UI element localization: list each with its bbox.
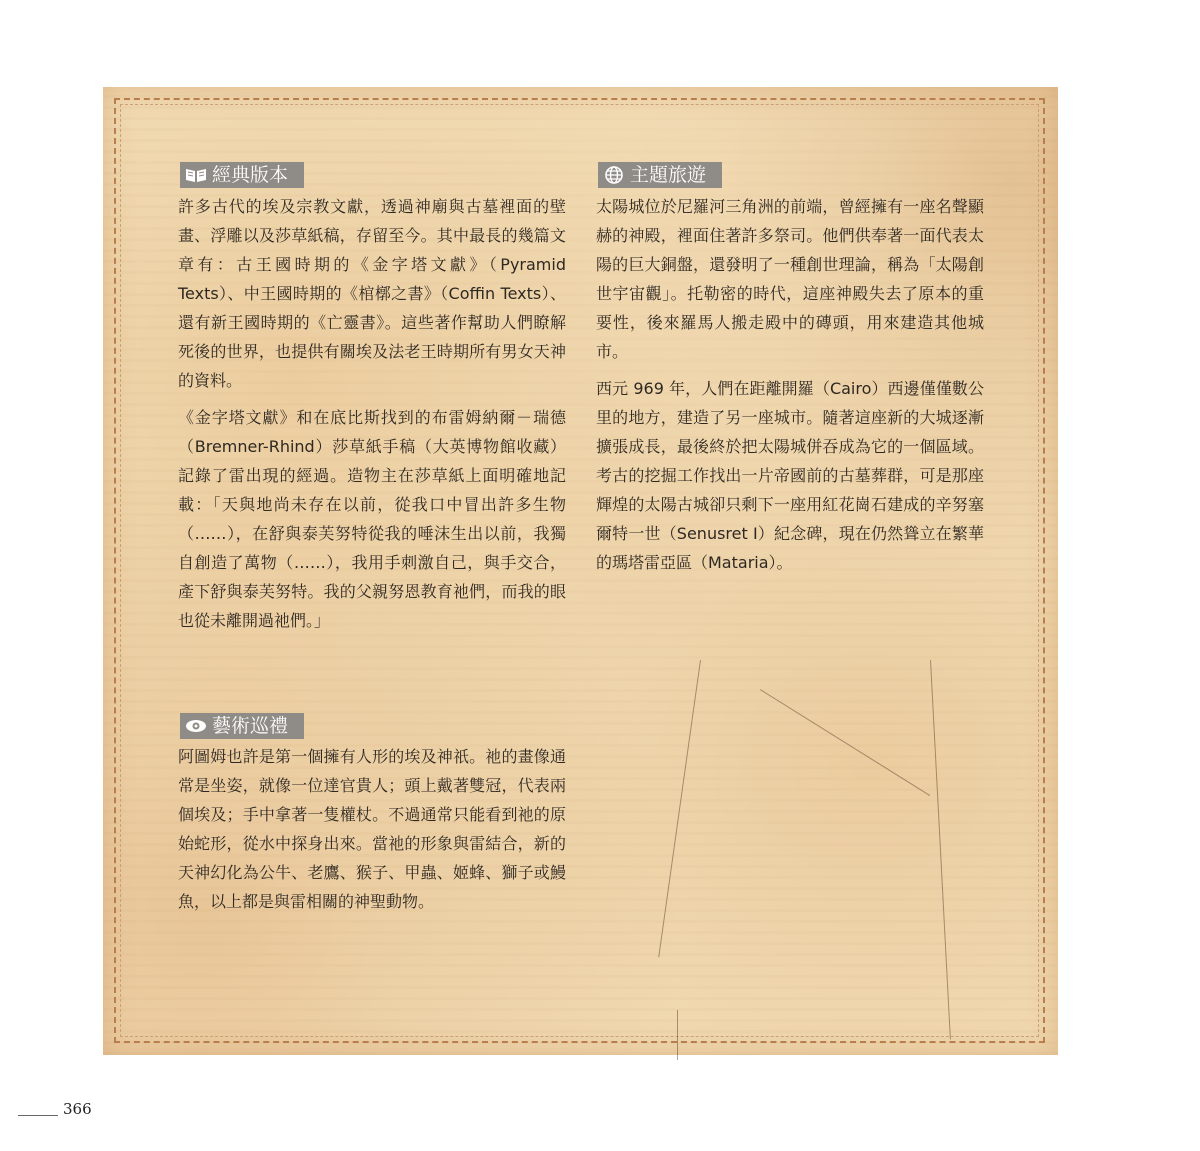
page-number-rule [18,1115,58,1116]
eye-icon [184,717,208,735]
classic-heading-label: 經典版本 [212,164,289,186]
page-number: 366 [63,1100,92,1118]
travel-paragraph-2: 西元 969 年，人們在距離開羅（Cairo）西邊僅僅數公里的地方，建造了另一座城市。隨著這座新的大城逐漸擴張成長，最後終於把太陽城併吞成為它的一個區域。考古的挖掘工作找出一片帝國前的古墓葬群，可是那座輝煌的太陽古城卻只剩下一座用紅花崗石建成的辛努塞爾特一世（Senusret I）紀念碑，現在仍然聳立在繁華的瑪塔雷亞區（Mataria）。 [596,379,984,572]
open-book-icon [184,166,208,184]
travel-section-text [596,192,984,585]
art-paragraph: 阿圖姆也許是第一個擁有人形的埃及神祇。祂的畫像通常是坐姿，就像一位達官貴人；頭上戴著雙冠，代表兩個埃及；手中拿著一隻權杖。不過通常只能看到祂的原始蛇形，從水中探身出來。當祂的形象與雷結合，新的天神幻化為公牛、老鷹、猴子、甲蟲、姬蜂、獅子或鰻魚，以上都是與雷相關的神聖動物。 [178,747,566,911]
travel-paragraph-1: 太陽城位於尼羅河三角洲的前端，曾經擁有一座名聲顯赫的神殿，裡面住著許多祭司。他們供奉著一面代表太陽的巨大銅盤，還發明了一種創世理論，稱為「太陽創世宇宙觀」。托勒密的時代，這座神殿失去了原本的重要性，後來羅馬人搬走殿中的磚頭，用來建造其他城市。 [596,197,984,361]
classic-paragraph-2: 《金字塔文獻》和在底比斯找到的布雷姆納爾－瑞德（Bremner-Rhind）莎草紙手稿（大英博物館收藏）記錄了雷出現的經過。造物主在莎草紙上面明確地記載：「天與地尚未存在以前，從我口中冒出許多生物（……），在舒與泰芙努特從我的唾沫生出以前，我獨自創造了萬物（……），我用手刺激自己，與手交合，產下舒與泰芙努特。我的父親努恩教育祂們，而我的眼也從未離開過祂們。」 [178,408,566,630]
themed-travel-heading [598,162,722,188]
classic-version-heading [180,162,304,188]
art-section-text [178,742,566,924]
travel-heading-label: 主題旅遊 [630,164,707,186]
scratch-line [677,1010,678,1060]
classic-paragraph-1: 許多古代的埃及宗教文獻，透過神廟與古墓裡面的壁畫、浮雕以及莎草紙稿，存留至今。其中最長的幾篇文章有：古王國時期的《金字塔文獻》（Pyramid Texts）、中王國時期的《棺槨之書》（Coffin Texts）、還有新王國時期的《亡靈書》。這些著作幫助人們瞭解死後的世界，也提供有關埃及法老王時期所有男女天神的資料。 [178,197,566,390]
art-heading-label: 藝術巡禮 [212,715,289,737]
classic-section-text [178,192,566,643]
globe-icon [602,166,626,184]
art-tour-heading [180,713,304,739]
